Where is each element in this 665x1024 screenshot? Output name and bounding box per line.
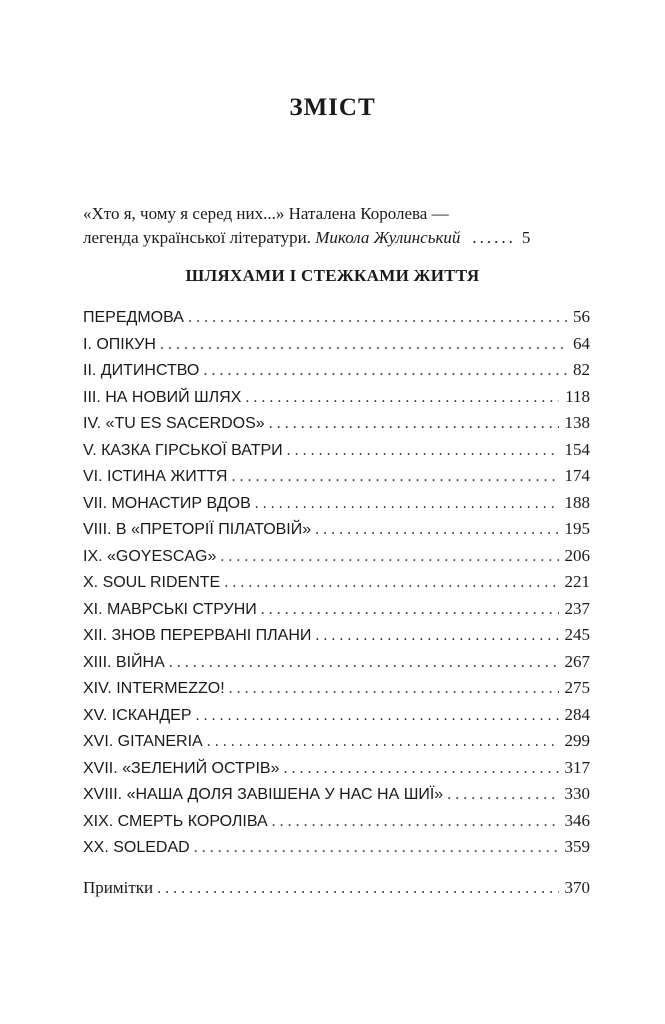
leader-dots (194, 835, 559, 862)
leader-dots (160, 332, 567, 359)
toc-row (83, 331, 590, 358)
leader-dots (229, 676, 559, 703)
toc-page-number: 138 (564, 413, 590, 432)
toc-entry-label: V. КАЗКА ГІРСЬКОЇ ВАТРИ (83, 441, 283, 459)
leader-dots (220, 544, 558, 571)
toc-row (83, 755, 590, 782)
leader-dots (231, 464, 558, 491)
toc-row (83, 781, 590, 808)
toc-entry-label: XVI. GITANERIA (83, 733, 203, 750)
toc-entry-label: I. ОПІКУН (83, 335, 156, 353)
page-title: ЗМІСТ (289, 94, 376, 121)
toc-entry-label: XVIII. «НАША ДОЛЯ ЗАВІШЕНА У НАС НА ШИЇ» (83, 786, 444, 803)
toc-entry-label: IX. «GOYESCAG» (83, 547, 217, 565)
toc-page-number: 64 (573, 333, 590, 353)
toc-row (83, 516, 590, 543)
toc-entry-label: XIX. СМЕРТЬ КОРОЛІВА (83, 812, 268, 830)
intro-leader-dots: ...... (472, 228, 516, 247)
leader-dots (287, 438, 559, 465)
leader-dots (157, 876, 558, 903)
intro-entry (83, 202, 590, 250)
leader-dots (169, 650, 559, 677)
toc-entry-label: XVII. «ЗЕЛЕНИЙ ОСТРІВ» (83, 759, 280, 777)
leader-dots (283, 756, 558, 783)
toc-page-number: 275 (564, 678, 590, 697)
leader-dots (272, 809, 559, 836)
toc-row (83, 410, 590, 437)
toc-entry-label: XIV. INTERMEZZO! (83, 680, 225, 697)
leader-dots (245, 385, 559, 412)
toc-entry-label: XIII. ВІЙНА (83, 653, 165, 671)
toc-page-number: 221 (564, 572, 590, 591)
leader-dots (207, 729, 559, 756)
leader-dots (315, 517, 558, 544)
leader-dots (196, 703, 559, 730)
intro-line-1: «Хто я, чому я серед них...» Наталена Королева — (83, 204, 449, 223)
leader-dots (447, 782, 558, 809)
toc-row (83, 490, 590, 517)
toc-page-number: 237 (564, 598, 590, 618)
notes-label: Примітки (83, 878, 154, 897)
leader-dots (261, 597, 559, 624)
intro-page-number: 5 (521, 228, 531, 247)
intro-author: Микола Жулинський (315, 228, 461, 247)
toc-page-number: 346 (564, 810, 590, 830)
notes-page-number: 370 (564, 878, 590, 897)
toc-page-number: 56 (573, 307, 590, 326)
leader-dots (224, 570, 558, 597)
toc-row (83, 569, 590, 596)
toc-page-number: 188 (564, 492, 590, 512)
toc-row (83, 304, 590, 331)
toc-row (83, 834, 590, 861)
toc-page-number: 267 (564, 651, 590, 671)
toc-row-notes (83, 875, 590, 902)
leader-dots (269, 411, 559, 438)
toc-page-number: 118 (565, 386, 590, 406)
toc-entry-label: ПЕРЕДМОВА (83, 309, 184, 326)
toc-row (83, 808, 590, 835)
toc-entry-label: XI. МАВРСЬКІ СТРУНИ (83, 600, 257, 618)
toc-entry-label: X. SOUL RIDENTE (83, 574, 221, 591)
leader-dots (203, 358, 567, 385)
toc-entry-label: XV. ІСКАНДЕР (83, 706, 192, 724)
toc-row (83, 649, 590, 676)
toc-row (83, 702, 590, 729)
toc-entry-label: II. ДИТИНСТВО (83, 362, 200, 379)
toc-entry-label: VIII. В «ПРЕТОРІЇ ПІЛАТОВІЙ» (83, 521, 312, 538)
toc-row (83, 675, 590, 702)
toc-entry-label: VI. ІСТИНА ЖИТТЯ (83, 468, 228, 485)
toc-row (83, 384, 590, 411)
toc-page-number: 154 (564, 439, 590, 459)
toc-page-number: 195 (564, 519, 590, 538)
toc-row (83, 437, 590, 464)
toc-page-number: 330 (564, 784, 590, 803)
toc-page-number: 299 (564, 731, 590, 750)
toc-row (83, 463, 590, 490)
toc-entry-label: XII. ЗНОВ ПЕРЕРВАНІ ПЛАНИ (83, 627, 312, 644)
toc-entry-label: IV. «TU ES SACERDOS» (83, 415, 265, 432)
section-heading: ШЛЯХАМИ І СТЕЖКАМИ ЖИТТЯ (185, 266, 480, 285)
toc-row (83, 622, 590, 649)
toc-row (83, 728, 590, 755)
toc-page-number: 82 (573, 360, 590, 379)
leader-dots (188, 305, 567, 332)
toc-row (83, 543, 590, 570)
toc-row (83, 357, 590, 384)
toc-entry-label: III. НА НОВИЙ ШЛЯХ (83, 388, 242, 406)
toc-page-number: 359 (564, 837, 590, 856)
toc-page-number: 206 (564, 545, 590, 565)
toc-page-number: 284 (564, 704, 590, 724)
toc-entry-label: XX. SOLEDAD (83, 839, 190, 856)
leader-dots (255, 491, 559, 518)
leader-dots (315, 623, 558, 650)
intro-line-2 (83, 226, 590, 250)
toc-row (83, 596, 590, 623)
intro-line-2-text: легенда української літератури. (83, 228, 311, 247)
toc-page-number: 317 (564, 757, 590, 777)
toc-list (83, 304, 590, 861)
toc-page-number: 245 (564, 625, 590, 644)
notes-entry (83, 875, 590, 902)
toc-page-number: 174 (564, 466, 590, 485)
toc-entry-label: VII. МОНАСТИР ВДОВ (83, 494, 251, 512)
